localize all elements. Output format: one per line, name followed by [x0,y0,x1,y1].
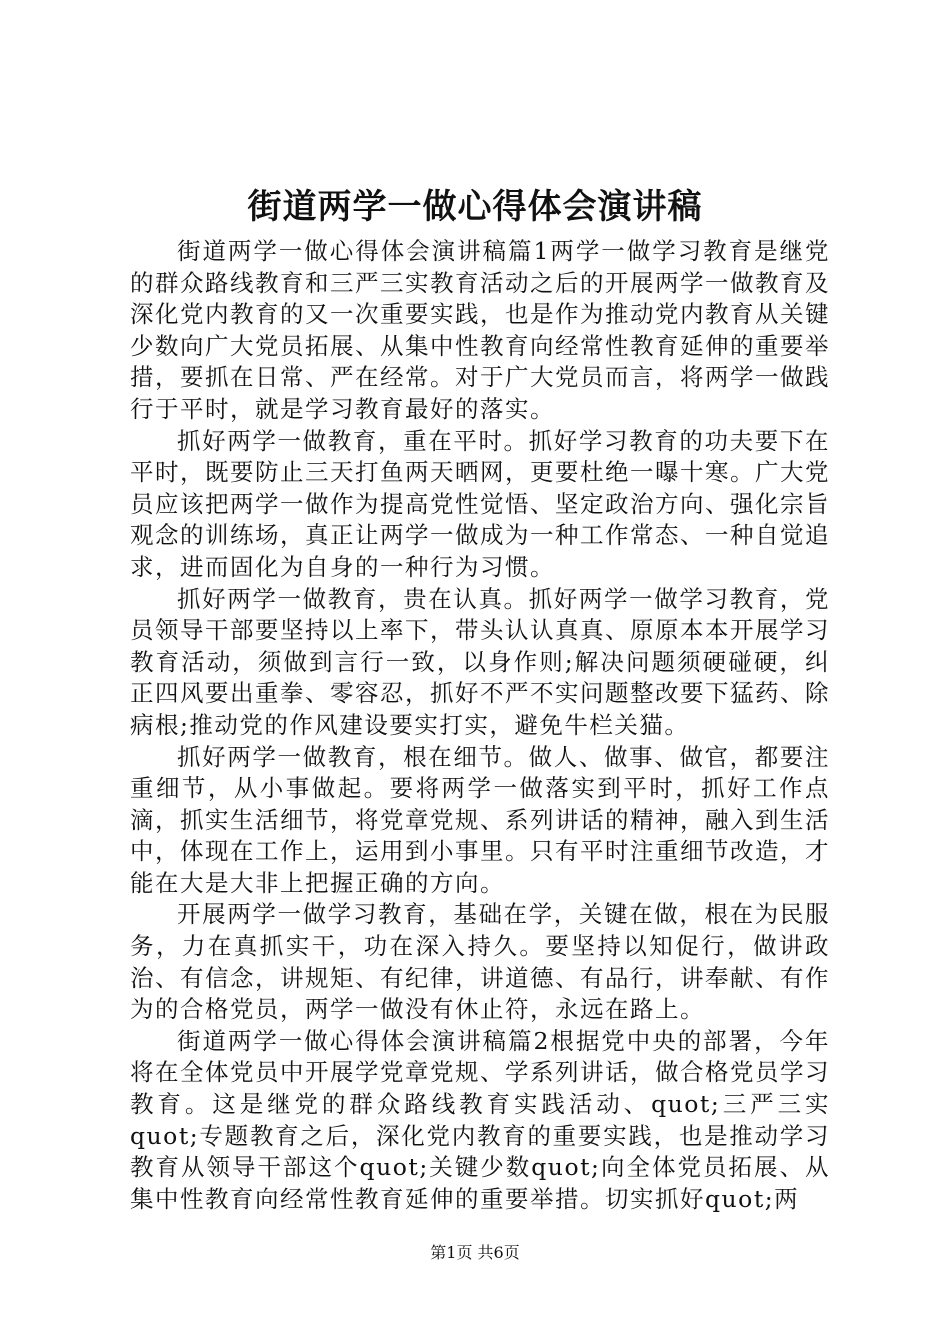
paragraph: 街道两学一做心得体会演讲稿篇2根据党中央的部署，今年将在全体党员中开展学党章党规、学系列讲话，做合格党员学习教育。这是继党的群众路线教育实践活动、quot;三严三实quot;专题教育之后，深化党内教育的重要实践，也是推动学习教育从领导干部这个quot;关键少数quot;向全体党员拓展、从集中性教育向经常性教育延伸的重要举措。切实抓好quot;两 [130,1026,830,1213]
document-body [130,236,830,1215]
paragraph: 抓好两学一做教育，根在细节。做人、做事、做官，都要注重细节，从小事做起。要将两学一做落实到平时，抓好工作点滴，抓实生活细节，将党章党规、系列讲话的精神，融入到生活中，体现在工作上，运用到小事里。只有平时注重细节改造，才能在大是大非上把握正确的方向。 [130,742,830,897]
paragraph: 抓好两学一做教育，重在平时。抓好学习教育的功夫要下在平时，既要防止三天打鱼两天晒网，更要杜绝一曝十寒。广大党员应该把两学一做作为提高党性觉悟、坚定政治方向、强化宗旨观念的训练场，真正让两学一做成为一种工作常态、一种自觉追求，进而固化为自身的一种行为习惯。 [130,426,830,581]
page-footer: 第1页 共6页 [430,1243,520,1262]
paragraph: 街道两学一做心得体会演讲稿篇1两学一做学习教育是继党的群众路线教育和三严三实教育活动之后的开展两学一做教育及深化党内教育的又一次重要实践，也是作为推动党内教育从关键少数向广大党员拓展、从集中性教育向经常性教育延伸的重要举措，要抓在日常、严在经常。对于广大党员而言，将两学一做践行于平时，就是学习教育最好的落实。 [130,237,830,423]
paragraph: 开展两学一做学习教育，基础在学，关键在做，根在为民服务，力在真抓实干，功在深入持久。要坚持以知促行，做讲政治、有信念，讲规矩、有纪律，讲道德、有品行，讲奉献、有作为的合格党员，两学一做没有休止符，永远在路上。 [130,900,830,1024]
paragraph: 抓好两学一做教育，贵在认真。抓好两学一做学习教育，党员领导干部要坚持以上率下，带头认认真真、原原本本开展学习教育活动，须做到言行一致，以身作则;解决问题须硬碰硬，纠正四风要出重拳、零容忍，抓好不严不实问题整改要下猛药、除病根;推动党的作风建设要实打实，避免牛栏关猫。 [130,584,830,739]
document-title: 街道两学一做心得体会演讲稿 [247,187,703,227]
